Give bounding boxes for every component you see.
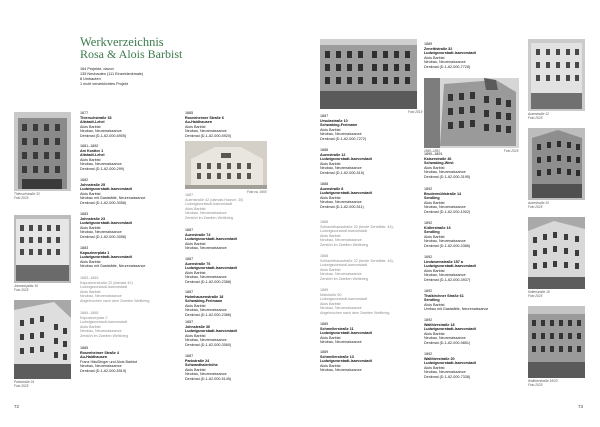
catalogue-entry: 1889 Maistraße 50 Ludwigsvorstadt-Isarvorstadt Alois Barbist Neubau, Neurenaissance Abgebrochen nach dem Zweiten Weltkrieg bbox=[320, 288, 390, 315]
photo-caption: Auenstraße 10 Foto 2025 bbox=[528, 201, 549, 209]
catalogue-entry: 1881–1882 Am Kosttor 1 Altstadt-Lehel Alois Barbist Neubau, Neurenaissance Denkmal (D-1-62-000-299) bbox=[80, 144, 125, 171]
page-number: 72 bbox=[14, 404, 20, 409]
catalogue-entry: 1892 Thalkirchner Straße 61 Sendling Alois Barbist Umbau mit Gaststätte, Neurenaissance bbox=[424, 289, 489, 311]
photo-caption: Parkstraße 24 Foto 2025 bbox=[14, 380, 35, 388]
catalogue-entry: 1882 Johnstraße 25 Ludwigsvorstadt-Isarvorstadt Alois Barbist Neubau mit Gaststätte, Neurenaissance Denkmal (D-1-62-000-3058) bbox=[80, 178, 146, 205]
catalogue-title: Werkverzeichnis bbox=[80, 35, 164, 49]
photo-caption: Johannisplatz 16 Foto 2025 bbox=[14, 284, 38, 292]
photo-caption: Foto 2019 bbox=[408, 110, 423, 114]
catalogue-entry: 1887 Ursulastraße 10 Schwabing-Freimann Alois Barbist Neubau, Neurenaissance Denkmal (D-1-62-000-7272) bbox=[320, 114, 367, 141]
catalogue-entry: 1877 Thierschstraße 33 Altstadt-Lehel Alois Barbist Neubau, Neurenaissance Denkmal (D-1-62-000-6905) bbox=[80, 111, 127, 138]
catalogue-entry: 1887 Auenstraße 42 (damals Hausnr. 30) Ludwigsvorstadt-Isarvorstadt Alois Barbist Neubau, Neurenaissance Zerstört im Zweiten Weltkrieg bbox=[185, 193, 244, 220]
catalogue-entry: 1884–1885 Kapuzinerplatz 2 Ludwigsvorstadt-Isarvorstadt Alois Barbist Neubau, Neurenaissance Zerstört im Zweiten Weltkrieg bbox=[80, 311, 128, 338]
catalogue-entry: 1885 Rosenheimer Straße 6 Au-Haidhausen Alois Barbist Neubau, Neurenaissance Denkmal (D-1-62-000-5920) bbox=[185, 111, 232, 138]
photo-caption: Walthierstraße 18/20 Foto 2025 bbox=[528, 379, 558, 387]
summary-line: 1 nicht verwirklichtes Projekt bbox=[80, 82, 128, 86]
building-photo-auenstrasse-12 bbox=[528, 39, 585, 111]
photo-caption: Foto 2025 bbox=[504, 149, 519, 153]
photo-caption: 1890–1891 bbox=[424, 149, 440, 153]
catalogue-entry: 1883 Kapuzinerplatz 1 Ludwigsvorstadt-Isarvorstadt Alois Barbist Neubau mit Gaststätte, Neurenaissance bbox=[80, 246, 146, 268]
summary-line: 8 Umbauten bbox=[80, 77, 101, 81]
catalogue-entry: 1883 Johnstraße 23 Ludwigsvorstadt-Isarvorstadt Alois Barbist Neubau, Neurenaissance Denkmal (D-1-62-000-3056) bbox=[80, 212, 132, 239]
right-page bbox=[300, 0, 600, 427]
project-summary bbox=[80, 67, 143, 87]
catalogue-entry: 1889 Schmellerstraße 13 Ludwigsvorstadt-Isarvorstadt Alois Barbist Neubau, Neurenaissance bbox=[320, 350, 372, 372]
catalogue-entry: 1888 Auenstraße 12 Ludwigsvorstadt-Isarvorstadt Alois Barbist Neubau, Neurenaissance Denkmal (D-1-62-000-515) bbox=[320, 148, 372, 175]
catalogue-entry: 1892 Brudermühlstraße 14 Sendling Alois Barbist Neubau, Neurenaissance Denkmal (D-1-62-000-1002) bbox=[424, 187, 471, 214]
photo-caption: Kidlerstraße 16 Foto 2025 bbox=[528, 290, 550, 298]
building-photo-kaiserstrasse bbox=[424, 78, 519, 148]
catalogue-entry: 1889 Zenettistraße 32 Ludwigsvorstadt-Isarvorstadt Alois Barbist Neubau, Neurenaissance Denkmal (D-1-62-000-7728) bbox=[424, 42, 476, 69]
catalogue-entry: 1883–1883 Kapuzinerstraße 22 (damals 42) Ludwigsvorstadt-Isarvorstadt Alois Barbist Neubau, Neurenaissance Abgebrochen nach dem Zweiten Weltkrieg bbox=[80, 276, 150, 303]
catalogue-entry: 1892 Walthierstraße 18 Ludwigsvorstadt-Isarvorstadt Alois Barbist Neubau, Neurenaissance Denkmal (D-1-62-000-9851) bbox=[424, 318, 476, 345]
catalogue-entry: 1892 Lindwurmstraße 157 a Ludwigsvorstadt-Isarvorstadt Alois Barbist Neubau, Neurenaissance Denkmal (D-1-62-000-3937) bbox=[424, 255, 476, 282]
catalogue-entry: 1888 Schlachthausstraße 20 (heute Zenettistr. 44), Ludwigsvorstadt-Isarvorstadt Alois Barbist Neubau, Neurenaissance Zerstört im Zweiten Weltkrieg bbox=[320, 220, 394, 247]
building-photo-thierschstrasse bbox=[14, 112, 71, 191]
catalogue-entry: 1887 Auenstraße 74 Ludwigsvorstadt-Isarvorstadt Alois Barbist Neubau, Neurenaissance bbox=[185, 228, 237, 250]
building-photo-ursulastrasse bbox=[320, 39, 417, 109]
catalogue-entry: 1888 Auenstraße 8 Ludwigsvorstadt-Isarvorstadt Alois Barbist Neubau, Neurenaissance Denkmal (D-1-62-000-511) bbox=[320, 182, 372, 209]
page-number: 73 bbox=[578, 404, 584, 409]
catalogue-entry: 1887 Holmhausenstraße 18 Schwabing-Freimann Alois Barbist Neubau, Neurenaissance Denkmal (D-1-62-000-2386) bbox=[185, 290, 232, 317]
catalogue-entry: 1887 Auenstraße 76 Ludwigsvorstadt-Isarvorstadt Alois Barbist Neubau, Neurenaissance Denkmal (D-1-62-000-2388) bbox=[185, 257, 237, 284]
catalogue-entry: 1889 Schmellerstraße 11 Ludwigsvorstadt-Isarvorstadt Alois Barbist Neubau, Neurenaissance bbox=[320, 322, 372, 344]
catalogue-subtitle: Rosa & Alois Barbist bbox=[80, 47, 183, 61]
building-photo-parkstrasse bbox=[14, 300, 71, 379]
building-photo-kidlerstrasse bbox=[528, 217, 585, 289]
summary-line: 164 Projekte, davon bbox=[80, 67, 114, 71]
building-photo-walthierstrasse bbox=[528, 306, 585, 378]
photo-caption: Foto ca. 1900 bbox=[247, 190, 267, 194]
building-photo-johannisplatz bbox=[14, 215, 71, 283]
catalogue-entry: 1892 Walthierstraße 20 Ludwigsvorstadt-Isarvorstadt Alois Barbist Neubau, Neurenaissance Denkmal (D-1-62-000-7338) bbox=[424, 352, 476, 379]
building-photo-auenstrasse-10 bbox=[528, 128, 585, 200]
catalogue-entry: 1885 Rosenheimer Straße 4 Au-Haidhausen Franz Häußlinger und Alois Barbist Neubau, Neurenaissance Denkmal (D-1-62-000-5919) bbox=[80, 346, 137, 373]
catalogue-entry: 1888 Schlachthausstraße 22 (heute Zenettistr. 46), Ludwigsvorstadt-Isarvorstadt Alois Barbist Neubau, Neurenaissance Zerstört im Zweiten Weltkrieg bbox=[320, 254, 394, 281]
catalogue-entry: 1892 Kidlerstraße 16 Sendling Alois Barbist Neubau, Neurenaissance Denkmal (D-1-62-000-3386) bbox=[424, 221, 471, 248]
catalogue-entry: 1887 Johnstraße 36 Ludwigsvorstadt-Isarvorstadt Alois Barbist Neubau, Neurenaissance Denkmal (D-1-62-000-3060) bbox=[185, 320, 237, 347]
historic-building-photo bbox=[185, 141, 267, 189]
photo-caption: Auenstraße 12 Foto 2025 bbox=[528, 112, 549, 120]
photo-caption: Thierschstraße 33 Foto 2025 bbox=[14, 192, 40, 200]
summary-line: 135 Neubauten (111 Einzeldenkmale) bbox=[80, 72, 144, 76]
catalogue-entry: 1890–1891 Kaiserstraße 46 Schwabing-West Alois Barbist Neubau, Neurenaissance Denkmal (D-1-62-000-3195) bbox=[424, 152, 471, 179]
catalogue-entry: 1887 Parkstraße 24 Schwanthalerhöhe Alois Barbist Neubau, Neurenaissance Denkmal (D-1-62-000-5145) bbox=[185, 354, 232, 381]
